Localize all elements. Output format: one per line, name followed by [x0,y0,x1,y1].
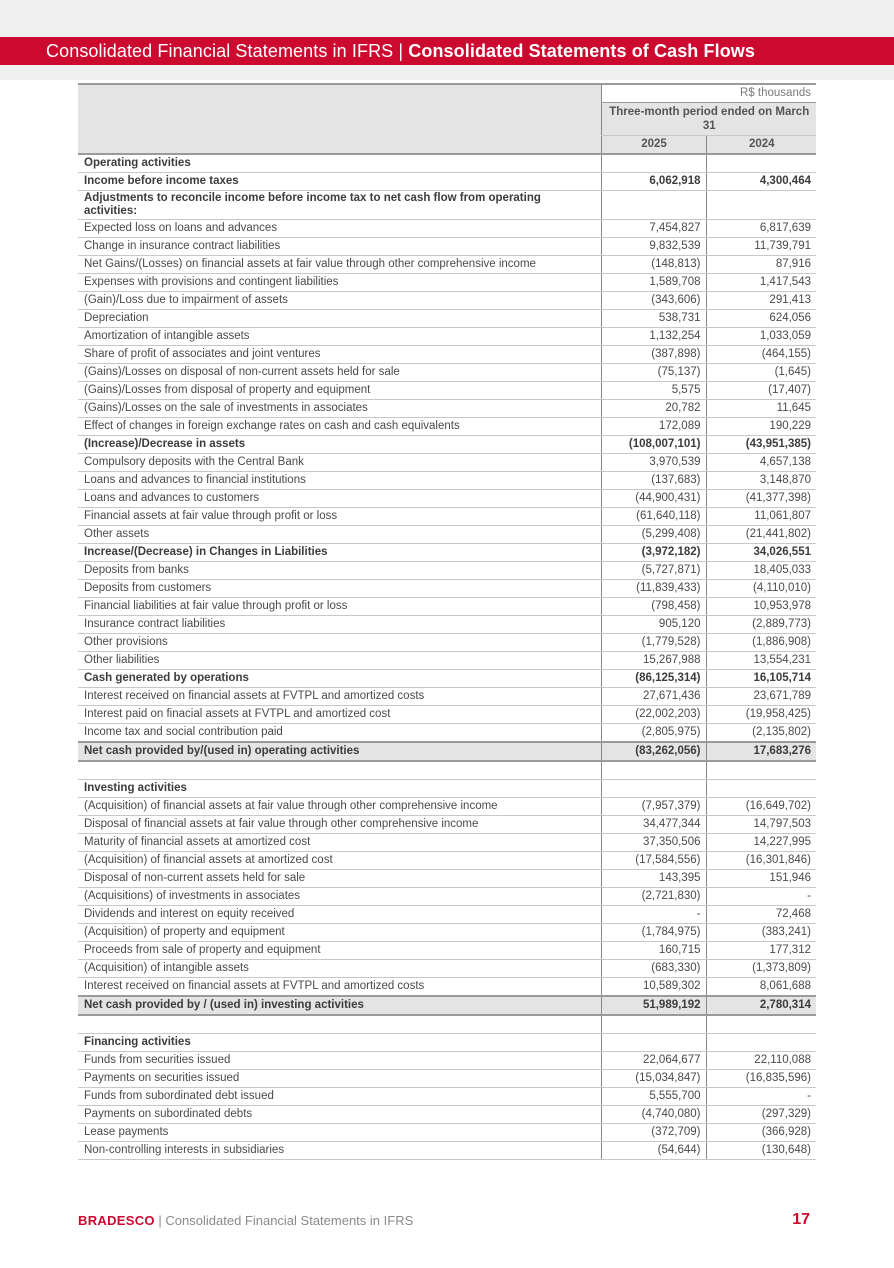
value-2024: (4,110,010) [706,580,816,598]
value-2025: 538,731 [601,310,706,328]
table-row [78,742,816,761]
value-2024: 14,227,995 [706,834,816,852]
table-row [78,220,816,238]
value-2025 [601,1034,706,1052]
header-separator: | [393,41,409,61]
value-2024: 11,739,791 [706,238,816,256]
value-2024: 87,916 [706,256,816,274]
value-2025: (2,805,975) [601,724,706,743]
value-2025: 27,671,436 [601,688,706,706]
value-2024 [706,780,816,798]
value-2024: (41,377,398) [706,490,816,508]
table-row [78,724,816,743]
value-2024: 190,229 [706,418,816,436]
row-label: Lease payments [78,1124,601,1142]
table-row [78,292,816,310]
table-row [78,346,816,364]
value-2025: (5,727,871) [601,562,706,580]
value-2024: (2,889,773) [706,616,816,634]
row-label: Other provisions [78,634,601,652]
row-label: Cash generated by operations [78,670,601,688]
table-row [78,580,816,598]
footer-separator: | [154,1213,166,1228]
row-label: Payments on subordinated debts [78,1106,601,1124]
row-label: Net cash provided by/(used in) operating activities [78,742,601,761]
value-2025: 51,989,192 [601,996,706,1015]
value-2024: 11,061,807 [706,508,816,526]
row-label: Net Gains/(Losses) on financial assets at fair value through other comprehensive income [78,256,601,274]
row-label: Change in insurance contract liabilities [78,238,601,256]
value-2024 [706,191,816,220]
table-row [78,544,816,562]
value-2025: 20,782 [601,400,706,418]
table-row [78,816,816,834]
row-label: Adjustments to reconcile income before income tax to net cash flow from operating activities: [78,191,601,220]
value-2024: (17,407) [706,382,816,400]
value-2024: 624,056 [706,310,816,328]
value-2025: (86,125,314) [601,670,706,688]
row-label [78,1015,601,1034]
value-2025: (1,784,975) [601,924,706,942]
value-2024: (16,649,702) [706,798,816,816]
value-2025: 37,350,506 [601,834,706,852]
row-label: (Acquisitions) of investments in associates [78,888,601,906]
value-2025 [601,761,706,780]
value-2025: (4,740,080) [601,1106,706,1124]
value-2024: 34,026,551 [706,544,816,562]
value-2025: 7,454,827 [601,220,706,238]
table-row [78,598,816,616]
table-row [78,688,816,706]
value-2025: (61,640,118) [601,508,706,526]
row-label: Interest received on financial assets at FVTPL and amortized costs [78,978,601,997]
row-label [78,761,601,780]
value-2024: (464,155) [706,346,816,364]
value-2025: (11,839,433) [601,580,706,598]
value-2024: (1,645) [706,364,816,382]
row-label: (Gain)/Loss due to impairment of assets [78,292,601,310]
row-label: (Acquisition) of intangible assets [78,960,601,978]
row-label: Deposits from banks [78,562,601,580]
value-2025: - [601,906,706,924]
row-label: (Acquisition) of financial assets at fair value through other comprehensive income [78,798,601,816]
value-2024: 4,657,138 [706,454,816,472]
table-row [78,960,816,978]
row-label: Income before income taxes [78,173,601,191]
row-label: Financing activities [78,1034,601,1052]
table-row [78,870,816,888]
table-row [78,1052,816,1070]
table-row [78,238,816,256]
value-2025 [601,154,706,173]
table-row [78,382,816,400]
year-2025-header: 2025 [601,136,706,155]
page-number: 17 [792,1211,810,1228]
header-title [46,41,755,62]
table-row [78,888,816,906]
value-2025: (683,330) [601,960,706,978]
value-2025: (108,007,101) [601,436,706,454]
table-row [78,526,816,544]
row-label: Amortization of intangible assets [78,328,601,346]
row-label: Increase/(Decrease) in Changes in Liabilities [78,544,601,562]
value-2024: 291,413 [706,292,816,310]
value-2025: 1,132,254 [601,328,706,346]
value-2024: (16,301,846) [706,852,816,870]
table-row [78,562,816,580]
top-margin-bar [0,0,894,37]
value-2025: 9,832,539 [601,238,706,256]
table-row [78,508,816,526]
value-2024: (2,135,802) [706,724,816,743]
row-label: Maturity of financial assets at amortized cost [78,834,601,852]
value-2024: 177,312 [706,942,816,960]
value-2024: (1,373,809) [706,960,816,978]
value-2025: 34,477,344 [601,816,706,834]
row-label: Other assets [78,526,601,544]
row-label: Expenses with provisions and contingent liabilities [78,274,601,292]
value-2025: (372,709) [601,1124,706,1142]
value-2024: (383,241) [706,924,816,942]
value-2025: 905,120 [601,616,706,634]
row-label: Proceeds from sale of property and equipment [78,942,601,960]
row-label: Funds from securities issued [78,1052,601,1070]
table-row [78,1034,816,1052]
table-row [78,328,816,346]
value-2024: 6,817,639 [706,220,816,238]
footer-brand: BRADESCO [78,1213,155,1228]
value-2024: 23,671,789 [706,688,816,706]
table-row [78,706,816,724]
table-row [78,978,816,997]
value-2024: 1,417,543 [706,274,816,292]
table-row [78,780,816,798]
period-label: Three-month period ended on March 31 [601,103,816,136]
value-2024: 8,061,688 [706,978,816,997]
table-row [78,400,816,418]
value-2025: 5,555,700 [601,1088,706,1106]
value-2025: (5,299,408) [601,526,706,544]
value-2024: (21,441,802) [706,526,816,544]
row-label: Interest paid on finacial assets at FVTPL and amortized cost [78,706,601,724]
value-2025: (1,779,528) [601,634,706,652]
value-2025: 143,395 [601,870,706,888]
table-row [78,274,816,292]
value-2024: 4,300,464 [706,173,816,191]
table-row [78,256,816,274]
value-2025: 3,970,539 [601,454,706,472]
value-2024: (130,648) [706,1142,816,1160]
unit-label: R$ thousands [601,84,816,103]
row-label: Dividends and interest on equity received [78,906,601,924]
table-row [78,996,816,1015]
value-2024 [706,761,816,780]
table-row [78,906,816,924]
table-row [78,834,816,852]
year-2024-header: 2024 [706,136,816,155]
row-label: Financial liabilities at fair value through profit or loss [78,598,601,616]
row-label: (Increase)/Decrease in assets [78,436,601,454]
row-label: Expected loss on loans and advances [78,220,601,238]
row-label: Disposal of financial assets at fair value through other comprehensive income [78,816,601,834]
value-2025: (44,900,431) [601,490,706,508]
value-2024 [706,1034,816,1052]
value-2025: 10,589,302 [601,978,706,997]
value-2024: 11,645 [706,400,816,418]
value-2025: (83,262,056) [601,742,706,761]
table-row [78,154,816,173]
table-body [78,154,816,1160]
row-label: Loans and advances to financial institutions [78,472,601,490]
table-row [78,1015,816,1034]
table-row [78,761,816,780]
table-row [78,436,816,454]
value-2024: (1,886,908) [706,634,816,652]
value-2025: (17,584,556) [601,852,706,870]
row-label: Payments on securities issued [78,1070,601,1088]
value-2024: 16,105,714 [706,670,816,688]
row-label: Net cash provided by / (used in) investing activities [78,996,601,1015]
header-underbar [0,65,894,80]
row-label: Disposal of non-current assets held for sale [78,870,601,888]
value-2024: 2,780,314 [706,996,816,1015]
table-row [78,670,816,688]
row-label: (Acquisition) of financial assets at amortized cost [78,852,601,870]
value-2024: (43,951,385) [706,436,816,454]
value-2024: 22,110,088 [706,1052,816,1070]
table-row [78,191,816,220]
value-2025: (798,458) [601,598,706,616]
row-label: Investing activities [78,780,601,798]
header-section: Consolidated Financial Statements in IFRS [46,41,394,61]
table-row [78,798,816,816]
value-2024: 13,554,231 [706,652,816,670]
table-row [78,472,816,490]
row-label: (Gains)/Losses from disposal of property and equipment [78,382,601,400]
value-2025: 6,062,918 [601,173,706,191]
value-2024: (19,958,425) [706,706,816,724]
row-label: Compulsory deposits with the Central Bank [78,454,601,472]
footer [78,1213,413,1228]
table-row [78,454,816,472]
header-blank-cell [78,84,601,154]
cash-flow-table [78,83,816,1160]
table-row [78,652,816,670]
value-2024: 17,683,276 [706,742,816,761]
row-label: Other liabilities [78,652,601,670]
row-label: Income tax and social contribution paid [78,724,601,743]
row-label: Depreciation [78,310,601,328]
row-label: Loans and advances to customers [78,490,601,508]
value-2024 [706,154,816,173]
table-row [78,1088,816,1106]
value-2024 [706,1015,816,1034]
value-2025 [601,191,706,220]
row-label: (Gains)/Losses on the sale of investments in associates [78,400,601,418]
value-2025: 15,267,988 [601,652,706,670]
value-2025: (54,644) [601,1142,706,1160]
row-label: Insurance contract liabilities [78,616,601,634]
table-row [78,942,816,960]
value-2024: 1,033,059 [706,328,816,346]
value-2025: (148,813) [601,256,706,274]
table-row [78,616,816,634]
table-row [78,310,816,328]
row-label: Funds from subordinated debt issued [78,1088,601,1106]
value-2025: 1,589,708 [601,274,706,292]
row-label: Share of profit of associates and joint ventures [78,346,601,364]
value-2024: 3,148,870 [706,472,816,490]
row-label: Deposits from customers [78,580,601,598]
value-2025: 172,089 [601,418,706,436]
table-row [78,364,816,382]
table-row [78,852,816,870]
value-2024: - [706,888,816,906]
header-banner [0,37,894,65]
value-2024: (297,329) [706,1106,816,1124]
value-2025 [601,780,706,798]
row-label: Operating activities [78,154,601,173]
value-2025: (137,683) [601,472,706,490]
value-2025: (7,957,379) [601,798,706,816]
row-label: (Acquisition) of property and equipment [78,924,601,942]
value-2025: 5,575 [601,382,706,400]
table-row [78,1124,816,1142]
value-2024: (366,928) [706,1124,816,1142]
value-2025: (3,972,182) [601,544,706,562]
value-2025: (387,898) [601,346,706,364]
row-label: Non-controlling interests in subsidiaries [78,1142,601,1160]
table-row [78,173,816,191]
value-2024: 14,797,503 [706,816,816,834]
table-row [78,1142,816,1160]
value-2024: - [706,1088,816,1106]
row-label: Effect of changes in foreign exchange rates on cash and cash equivalents [78,418,601,436]
value-2024: 151,946 [706,870,816,888]
table-row [78,924,816,942]
footer-text: Consolidated Financial Statements in IFRS [165,1213,414,1228]
value-2025: 22,064,677 [601,1052,706,1070]
value-2024: 10,953,978 [706,598,816,616]
value-2025: (22,002,203) [601,706,706,724]
value-2025: (2,721,830) [601,888,706,906]
row-label: Financial assets at fair value through profit or loss [78,508,601,526]
table-row [78,418,816,436]
row-label: Interest received on financial assets at FVTPL and amortized costs [78,688,601,706]
table-row [78,634,816,652]
value-2024: (16,835,596) [706,1070,816,1088]
value-2025: 160,715 [601,942,706,960]
value-2025 [601,1015,706,1034]
value-2025: (75,137) [601,364,706,382]
header-statement-title: Consolidated Statements of Cash Flows [408,41,756,61]
row-label: (Gains)/Losses on disposal of non-current assets held for sale [78,364,601,382]
value-2024: 72,468 [706,906,816,924]
value-2024: 18,405,033 [706,562,816,580]
table-row [78,490,816,508]
value-2025: (15,034,847) [601,1070,706,1088]
value-2025: (343,606) [601,292,706,310]
table-row [78,1070,816,1088]
table-row [78,1106,816,1124]
